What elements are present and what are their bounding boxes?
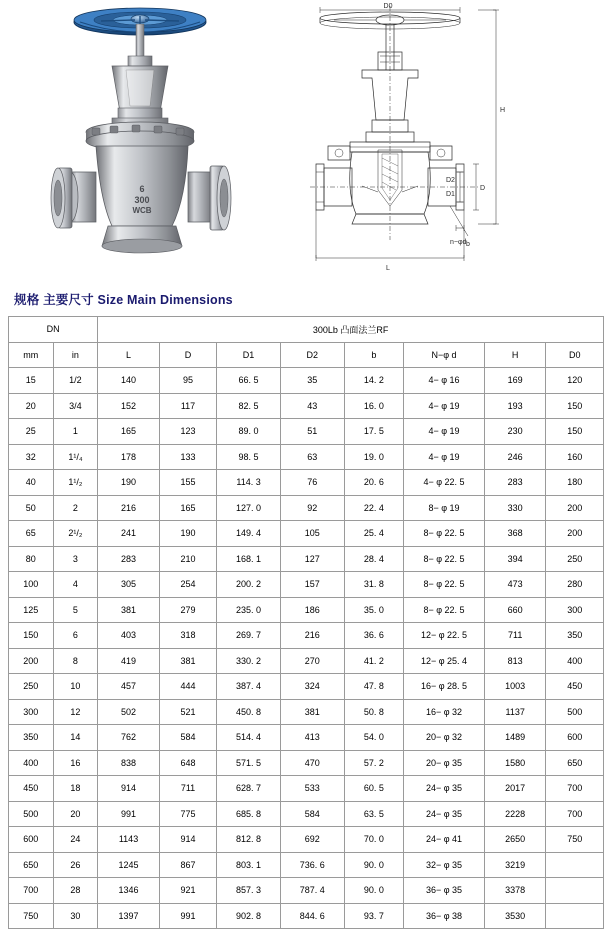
table-cell: 1489 [484, 725, 546, 751]
table-cell: 150 [546, 419, 604, 445]
col-L: L [98, 342, 160, 368]
table-cell: 178 [98, 444, 160, 470]
table-cell: 521 [159, 699, 216, 725]
table-cell: 32 [9, 444, 54, 470]
table-cell: 127 [280, 546, 344, 572]
table-cell: 330 [484, 495, 546, 521]
table-cell: 120 [546, 368, 604, 394]
table-cell: 165 [98, 419, 160, 445]
table-cell: 813 [484, 648, 546, 674]
table-cell: 36. 6 [344, 623, 403, 649]
table-cell: 133 [159, 444, 216, 470]
table-cell: 25. 4 [344, 521, 403, 547]
table-cell: 692 [280, 827, 344, 853]
table-cell: 300 [546, 597, 604, 623]
col-H: H [484, 342, 546, 368]
table-cell: 14 [53, 725, 98, 751]
table-cell: 28. 4 [344, 546, 403, 572]
table-cell: 736. 6 [280, 852, 344, 878]
table-cell: 400 [9, 750, 54, 776]
table-cell: 400 [546, 648, 604, 674]
table-cell: 3219 [484, 852, 546, 878]
table-cell: 700 [546, 776, 604, 802]
table-cell: 216 [280, 623, 344, 649]
table-cell: 165 [159, 495, 216, 521]
label-L: L [386, 265, 390, 272]
table-cell: 12− φ 22. 5 [404, 623, 485, 649]
label-n-phi-d: n−φd [450, 239, 467, 246]
table-cell: 450. 8 [217, 699, 281, 725]
table-cell: 450 [9, 776, 54, 802]
col-D1: D1 [217, 342, 281, 368]
table-cell: 381 [159, 648, 216, 674]
table-cell: 92 [280, 495, 344, 521]
label-D1: D1 [446, 191, 455, 198]
table-cell: 584 [159, 725, 216, 751]
table-cell: 324 [280, 674, 344, 700]
table-cell: 150 [9, 623, 54, 649]
table-cell: 1346 [98, 878, 160, 904]
table-row [9, 572, 604, 598]
table-cell: 350 [546, 623, 604, 649]
table-cell: 216 [98, 495, 160, 521]
table-cell: 12− φ 25. 4 [404, 648, 485, 674]
table-cell: 82. 5 [217, 393, 281, 419]
table-cell: 867 [159, 852, 216, 878]
table-row [9, 368, 604, 394]
table-row [9, 903, 604, 929]
table-cell: 750 [546, 827, 604, 853]
table-cell: 50 [9, 495, 54, 521]
col-in: in [53, 342, 98, 368]
table-row [9, 827, 604, 853]
table-cell: 803. 1 [217, 852, 281, 878]
table-cell: 22. 4 [344, 495, 403, 521]
table-cell: 812. 8 [217, 827, 281, 853]
label-H: H [500, 107, 506, 114]
table-cell: 318 [159, 623, 216, 649]
figures-area [0, 0, 612, 282]
table-cell: 140 [98, 368, 160, 394]
table-cell: 193 [484, 393, 546, 419]
table-cell: 114. 3 [217, 470, 281, 496]
table-cell: 241 [98, 521, 160, 547]
table-cell: 1¹/₄ [53, 444, 98, 470]
table-cell: 2017 [484, 776, 546, 802]
table-cell: 16− φ 32 [404, 699, 485, 725]
table-cell: 1 [53, 419, 98, 445]
header-main: 300Lb 凸面法兰RF [98, 317, 604, 343]
table-cell: 403 [98, 623, 160, 649]
table-cell: 19. 0 [344, 444, 403, 470]
table-cell: 750 [9, 903, 54, 929]
table-cell: 24− φ 35 [404, 776, 485, 802]
table-cell: 25 [9, 419, 54, 445]
table-cell: 18 [53, 776, 98, 802]
table-cell: 500 [546, 699, 604, 725]
table-cell: 283 [98, 546, 160, 572]
table-cell: 2 [53, 495, 98, 521]
table-cell: 47. 8 [344, 674, 403, 700]
table-cell: 16− φ 28. 5 [404, 674, 485, 700]
table-cell: 387. 4 [217, 674, 281, 700]
table-cell: 4− φ 16 [404, 368, 485, 394]
table-row [9, 801, 604, 827]
table-cell: 100 [9, 572, 54, 598]
table-row [9, 546, 604, 572]
valve-photo [0, 0, 300, 282]
dimensions-table-wrap [8, 316, 604, 929]
table-cell: 700 [9, 878, 54, 904]
table-cell: 2¹/₂ [53, 521, 98, 547]
table-cell: 10 [53, 674, 98, 700]
table-cell: 20 [53, 801, 98, 827]
table-cell: 16. 0 [344, 393, 403, 419]
table-cell: 250 [546, 546, 604, 572]
table-row [9, 470, 604, 496]
table-cell: 4− φ 19 [404, 419, 485, 445]
table-cell: 775 [159, 801, 216, 827]
table-cell: 40 [9, 470, 54, 496]
table-cell: 26 [53, 852, 98, 878]
table-cell: 20− φ 35 [404, 750, 485, 776]
table-cell: 921 [159, 878, 216, 904]
table-cell: 66. 5 [217, 368, 281, 394]
table-cell: 470 [280, 750, 344, 776]
table-cell: 350 [9, 725, 54, 751]
table-cell: 648 [159, 750, 216, 776]
table-cell: 123 [159, 419, 216, 445]
table-cell: 150 [546, 393, 604, 419]
table-row [9, 776, 604, 802]
table-cell: 3 [53, 546, 98, 572]
table-cell: 24 [53, 827, 98, 853]
table-cell: 93. 7 [344, 903, 403, 929]
table-cell: 381 [280, 699, 344, 725]
table-cell: 28 [53, 878, 98, 904]
table-cell: 169 [484, 368, 546, 394]
table-cell: 628. 7 [217, 776, 281, 802]
table-cell: 1003 [484, 674, 546, 700]
table-row [9, 699, 604, 725]
table-cell: 381 [98, 597, 160, 623]
table-cell: 444 [159, 674, 216, 700]
table-cell: 31. 8 [344, 572, 403, 598]
table-cell: 200 [546, 521, 604, 547]
table-cell: 711 [159, 776, 216, 802]
table-cell: 4− φ 22. 5 [404, 470, 485, 496]
table-cell: 419 [98, 648, 160, 674]
table-cell: 24− φ 41 [404, 827, 485, 853]
table-cell: 1143 [98, 827, 160, 853]
table-cell: 8 [53, 648, 98, 674]
table-cell: 250 [9, 674, 54, 700]
table-cell: 190 [98, 470, 160, 496]
table-cell: 8− φ 22. 5 [404, 572, 485, 598]
table-cell: 35 [280, 368, 344, 394]
table-cell: 844. 6 [280, 903, 344, 929]
table-cell: 8− φ 19 [404, 495, 485, 521]
table-group-header-row [9, 317, 604, 343]
table-cell: 70. 0 [344, 827, 403, 853]
table-cell: 2228 [484, 801, 546, 827]
table-cell: 650 [9, 852, 54, 878]
table-cell: 155 [159, 470, 216, 496]
table-cell: 787. 4 [280, 878, 344, 904]
cast-mark-3: WCB [132, 206, 152, 215]
table-cell: 117 [159, 393, 216, 419]
table-cell: 190 [159, 521, 216, 547]
table-cell: 98. 5 [217, 444, 281, 470]
table-row [9, 648, 604, 674]
table-body [9, 368, 604, 929]
table-cell: 230 [484, 419, 546, 445]
table-cell: 300 [9, 699, 54, 725]
label-D: D [480, 185, 486, 192]
table-cell: 2650 [484, 827, 546, 853]
table-cell: 8− φ 22. 5 [404, 597, 485, 623]
table-cell: 35. 0 [344, 597, 403, 623]
table-cell: 16 [53, 750, 98, 776]
table-cell: 180 [546, 470, 604, 496]
table-cell: 41. 2 [344, 648, 403, 674]
table-cell: 762 [98, 725, 160, 751]
col-D: D [159, 342, 216, 368]
table-cell: 160 [546, 444, 604, 470]
table-cell: 571. 5 [217, 750, 281, 776]
table-cell [546, 852, 604, 878]
table-cell: 685. 8 [217, 801, 281, 827]
table-cell: 60. 5 [344, 776, 403, 802]
col-mm: mm [9, 342, 54, 368]
table-cell: 168. 1 [217, 546, 281, 572]
cast-mark-1: 6 [139, 184, 145, 194]
table-cell: 1¹/₂ [53, 470, 98, 496]
table-row [9, 444, 604, 470]
table-row [9, 495, 604, 521]
table-cell: 200 [9, 648, 54, 674]
section-title: 规格 主要尺寸 Size Main Dimensions [14, 293, 233, 307]
table-cell: 95 [159, 368, 216, 394]
table-cell: 24− φ 35 [404, 801, 485, 827]
table-cell: 533 [280, 776, 344, 802]
table-cell: 413 [280, 725, 344, 751]
table-cell: 711 [484, 623, 546, 649]
table-cell: 283 [484, 470, 546, 496]
table-cell: 394 [484, 546, 546, 572]
table-row [9, 725, 604, 751]
table-cell: 650 [546, 750, 604, 776]
table-cell: 3378 [484, 878, 546, 904]
table-cell: 457 [98, 674, 160, 700]
table-row [9, 674, 604, 700]
table-cell: 15 [9, 368, 54, 394]
table-cell: 902. 8 [217, 903, 281, 929]
table-cell: 991 [98, 801, 160, 827]
table-cell: 36− φ 35 [404, 878, 485, 904]
table-cell: 14. 2 [344, 368, 403, 394]
table-cell: 1397 [98, 903, 160, 929]
table-cell: 660 [484, 597, 546, 623]
table-cell: 32− φ 35 [404, 852, 485, 878]
table-cell: 450 [546, 674, 604, 700]
table-cell: 6 [53, 623, 98, 649]
valve-technical-drawing [300, 0, 612, 282]
table-cell: 991 [159, 903, 216, 929]
table-cell: 1/2 [53, 368, 98, 394]
col-D2: D2 [280, 342, 344, 368]
table-cell: 246 [484, 444, 546, 470]
table-cell: 90. 0 [344, 852, 403, 878]
col-b: b [344, 342, 403, 368]
table-cell [546, 878, 604, 904]
label-D0: D0 [383, 3, 393, 10]
table-cell: 914 [159, 827, 216, 853]
table-cell: 200. 2 [217, 572, 281, 598]
table-cell: 235. 0 [217, 597, 281, 623]
table-cell: 90. 0 [344, 878, 403, 904]
table-cell: 838 [98, 750, 160, 776]
col-D0: D0 [546, 342, 604, 368]
label-b: b [466, 241, 470, 248]
table-cell: 280 [546, 572, 604, 598]
table-cell: 210 [159, 546, 216, 572]
table-cell: 17. 5 [344, 419, 403, 445]
table-cell: 3/4 [53, 393, 98, 419]
table-cell: 700 [546, 801, 604, 827]
table-cell [546, 903, 604, 929]
table-cell: 43 [280, 393, 344, 419]
table-cell: 157 [280, 572, 344, 598]
table-cell: 125 [9, 597, 54, 623]
table-cell: 149. 4 [217, 521, 281, 547]
table-cell: 857. 3 [217, 878, 281, 904]
header-dn: DN [9, 317, 98, 343]
label-D2: D2 [446, 177, 455, 184]
table-cell: 600 [9, 827, 54, 853]
table-row [9, 852, 604, 878]
table-cell: 330. 2 [217, 648, 281, 674]
table-cell: 63 [280, 444, 344, 470]
dimensions-table [8, 316, 604, 929]
table-cell: 4 [53, 572, 98, 598]
col-nd: N−φ d [404, 342, 485, 368]
table-cell: 4− φ 19 [404, 444, 485, 470]
table-row [9, 623, 604, 649]
table-cell: 30 [53, 903, 98, 929]
table-row [9, 419, 604, 445]
table-cell: 57. 2 [344, 750, 403, 776]
table-column-header-row [9, 342, 604, 368]
table-cell: 473 [484, 572, 546, 598]
table-cell: 20. 6 [344, 470, 403, 496]
table-cell: 127. 0 [217, 495, 281, 521]
table-cell: 105 [280, 521, 344, 547]
table-cell: 8− φ 22. 5 [404, 521, 485, 547]
table-cell: 80 [9, 546, 54, 572]
table-cell: 1137 [484, 699, 546, 725]
table-cell: 20− φ 32 [404, 725, 485, 751]
table-row [9, 521, 604, 547]
cast-mark-2: 300 [134, 195, 150, 205]
table-row [9, 750, 604, 776]
table-cell: 12 [53, 699, 98, 725]
table-cell: 63. 5 [344, 801, 403, 827]
table-cell: 89. 0 [217, 419, 281, 445]
table-cell: 36− φ 38 [404, 903, 485, 929]
table-cell: 1580 [484, 750, 546, 776]
table-cell: 76 [280, 470, 344, 496]
table-cell: 1245 [98, 852, 160, 878]
table-cell: 8− φ 22. 5 [404, 546, 485, 572]
table-cell: 270 [280, 648, 344, 674]
table-cell: 269. 7 [217, 623, 281, 649]
table-cell: 600 [546, 725, 604, 751]
table-row [9, 878, 604, 904]
table-cell: 584 [280, 801, 344, 827]
table-row [9, 597, 604, 623]
table-cell: 186 [280, 597, 344, 623]
table-row [9, 393, 604, 419]
table-cell: 51 [280, 419, 344, 445]
table-cell: 5 [53, 597, 98, 623]
table-cell: 65 [9, 521, 54, 547]
table-cell: 200 [546, 495, 604, 521]
table-cell: 914 [98, 776, 160, 802]
table-cell: 502 [98, 699, 160, 725]
table-cell: 279 [159, 597, 216, 623]
table-cell: 514. 4 [217, 725, 281, 751]
table-cell: 500 [9, 801, 54, 827]
table-cell: 20 [9, 393, 54, 419]
table-cell: 152 [98, 393, 160, 419]
table-cell: 4− φ 19 [404, 393, 485, 419]
table-cell: 254 [159, 572, 216, 598]
table-cell: 50. 8 [344, 699, 403, 725]
table-cell: 54. 0 [344, 725, 403, 751]
table-cell: 3530 [484, 903, 546, 929]
table-cell: 368 [484, 521, 546, 547]
table-cell: 305 [98, 572, 160, 598]
